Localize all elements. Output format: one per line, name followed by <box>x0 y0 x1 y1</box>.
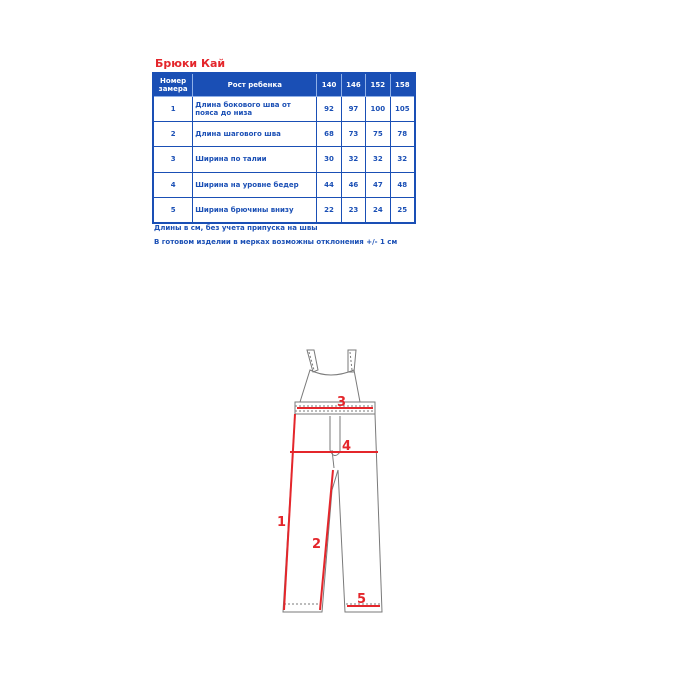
table-header-row <box>153 73 415 97</box>
measure-value: 30 <box>317 147 341 172</box>
measure-number: 5 <box>153 197 193 223</box>
measure-value: 46 <box>341 172 365 197</box>
table-row <box>153 147 415 172</box>
measure-value: 44 <box>317 172 341 197</box>
header-size-158: 158 <box>390 73 415 97</box>
diagram-label-1: 1 <box>277 515 287 530</box>
measure-value: 75 <box>366 122 390 147</box>
measure-name: Длина бокового шва от пояса до низа <box>193 97 317 122</box>
measure-name: Ширина брючины внизу <box>193 197 317 223</box>
diagram-label-5: 5 <box>357 592 367 607</box>
measure-value: 23 <box>341 197 365 223</box>
note-tolerance: В готовом изделии в мерках возможны отклонения +/- 1 см <box>154 238 398 246</box>
measure-number: 4 <box>153 172 193 197</box>
measure-line-1 <box>284 414 295 610</box>
measurement-lines <box>284 408 380 610</box>
measure-value: 105 <box>390 97 415 122</box>
measure-value: 25 <box>390 197 415 223</box>
header-measure-number: Номер замера <box>153 73 193 97</box>
note-units: Длины в см, без учета припуска на швы <box>154 224 318 232</box>
measure-value: 68 <box>317 122 341 147</box>
diagram-label-2: 2 <box>312 537 322 552</box>
diagram-label-4: 4 <box>342 439 352 454</box>
measure-value: 100 <box>366 97 390 122</box>
measure-value: 78 <box>390 122 415 147</box>
pants-measurement-diagram <box>270 340 400 615</box>
measure-value: 47 <box>366 172 390 197</box>
header-size-152: 152 <box>366 73 390 97</box>
diagram-label-3: 3 <box>337 395 347 410</box>
measure-value: 73 <box>341 122 365 147</box>
table-row <box>153 122 415 147</box>
header-size-140: 140 <box>317 73 341 97</box>
measure-value: 97 <box>341 97 365 122</box>
measure-name: Длина шагового шва <box>193 122 317 147</box>
measure-value: 92 <box>317 97 341 122</box>
measure-number: 1 <box>153 97 193 122</box>
measure-name: Ширина на уровне бедер <box>193 172 317 197</box>
measure-value: 32 <box>366 147 390 172</box>
header-size-146: 146 <box>341 73 365 97</box>
size-table <box>152 72 416 224</box>
measure-value: 48 <box>390 172 415 197</box>
measure-value: 22 <box>317 197 341 223</box>
measure-line-2 <box>320 470 333 610</box>
table-row <box>153 172 415 197</box>
table-row <box>153 197 415 223</box>
product-title: Брюки Кай <box>155 57 226 70</box>
measure-value: 32 <box>341 147 365 172</box>
measure-number: 3 <box>153 147 193 172</box>
measure-value: 24 <box>366 197 390 223</box>
table-row <box>153 97 415 122</box>
measure-name: Ширина по талии <box>193 147 317 172</box>
measure-number: 2 <box>153 122 193 147</box>
measure-value: 32 <box>390 147 415 172</box>
header-child-height: Рост ребенка <box>193 73 317 97</box>
